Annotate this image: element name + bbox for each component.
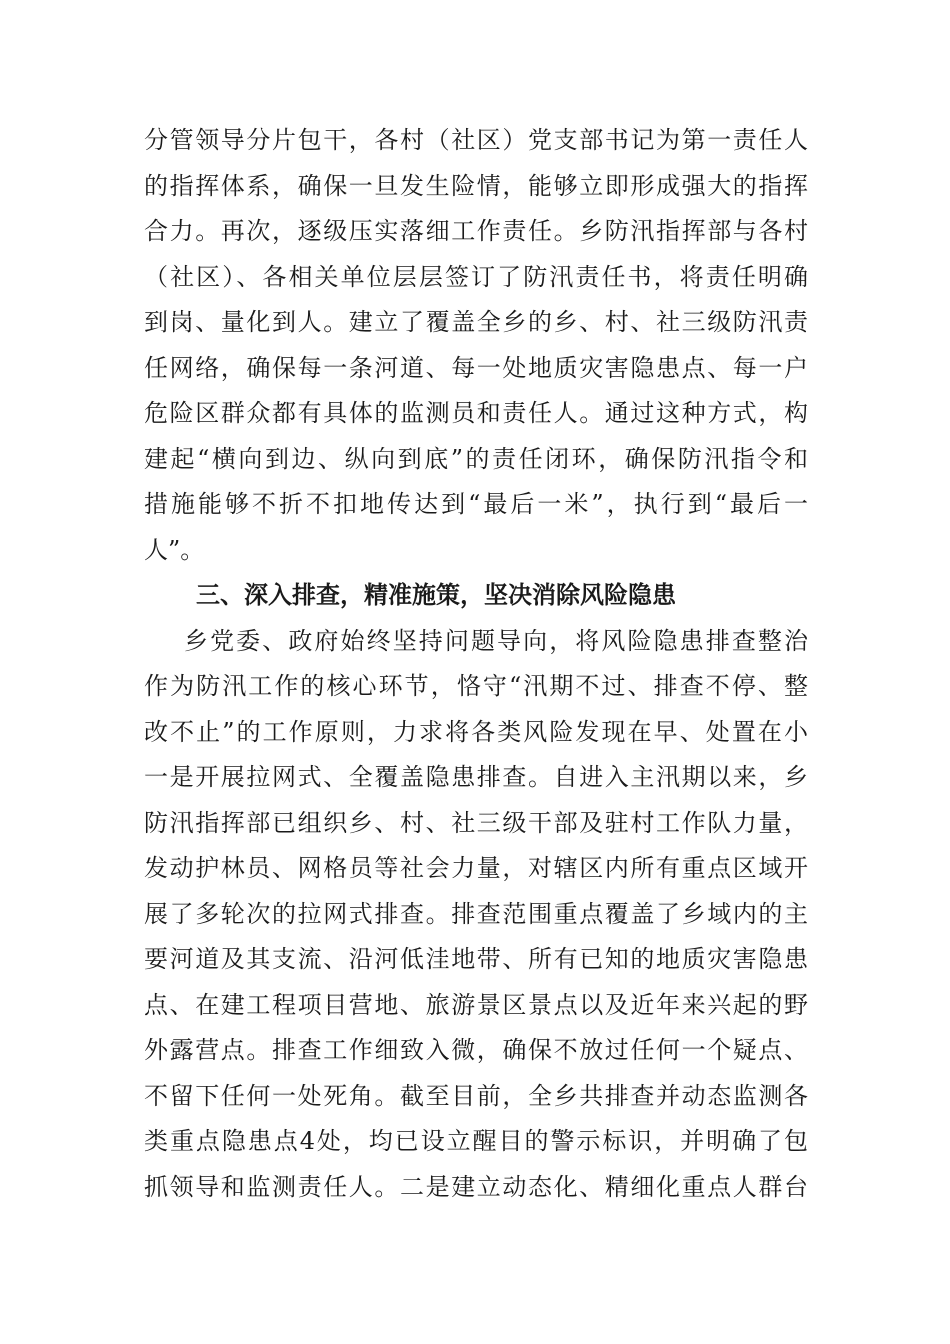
text-line: 措施能够不折不扣地传达到“最后一米”，执行到“最后一 (144, 490, 808, 518)
text-line: 展了多轮次的拉网式排查。排查范围重点覆盖了乡域内的主 (144, 899, 808, 928)
text-line: 乡党委、政府始终坚持问题导向，将风险隐患排查整治 (184, 626, 808, 655)
text-line: 合力。再次，逐级压实落细工作责任。乡防汛指挥部与各村 (144, 217, 808, 245)
text-line: 分管领导分片包干，各村（社区）党支部书记为第一责任人 (144, 126, 808, 154)
text-line: 人”。 (144, 535, 205, 564)
text-line: 防汛指挥部已组织乡、村、社三级干部及驻村工作队力量， (144, 808, 808, 837)
text-line: 发动护林员、网格员等社会力量，对辖区内所有重点区域开 (144, 854, 808, 882)
section-heading: 三、深入排查，精准施策，坚决消除风险隐患 (196, 581, 676, 609)
text-line: 抓领导和监测责任人。二是建立动态化、精细化重点人群台 (144, 1172, 808, 1201)
text-line: （社区）、各相关单位层层签订了防汛责任书，将责任明确 (144, 262, 808, 291)
text-line: 不留下任何一处死角。截至目前，全乡共排查并动态监测各 (144, 1081, 808, 1110)
text-line: 危险区群众都有具体的监测员和责任人。通过这种方式，构 (144, 399, 808, 427)
text-line: 类重点隐患点4处，均已设立醒目的警示标识，并明确了包 (144, 1127, 808, 1155)
paragraph-responsibility-system (144, 118, 808, 573)
text-line: 作为防汛工作的核心环节，恪守“汛期不过、排查不停、整 (144, 672, 808, 700)
paragraph-risk-investigation (144, 619, 808, 1211)
document-body (144, 118, 808, 1210)
text-line: 建起“横向到边、纵向到底”的责任闭环，确保防汛指令和 (144, 444, 808, 473)
text-line: 一是开展拉网式、全覆盖隐患排查。自进入主汛期以来，乡 (144, 763, 808, 791)
text-line: 外露营点。排查工作细致入微，确保不放过任何一个疑点、 (144, 1036, 808, 1064)
text-line: 的指挥体系，确保一旦发生险情，能够立即形成强大的指挥 (144, 171, 808, 200)
text-line: 任网络，确保每一条河道、每一处地质灾害隐患点、每一户 (144, 353, 808, 382)
text-line: 改不止”的工作原则，力求将各类风险发现在早、处置在小 (144, 717, 808, 746)
text-line: 到岗、量化到人。建立了覆盖全乡的乡、村、社三级防汛责 (144, 308, 808, 336)
text-line: 要河道及其支流、沿河低洼地带、所有已知的地质灾害隐患 (144, 945, 808, 973)
text-line: 点、在建工程项目营地、旅游景区景点以及近年来兴起的野 (144, 990, 808, 1019)
